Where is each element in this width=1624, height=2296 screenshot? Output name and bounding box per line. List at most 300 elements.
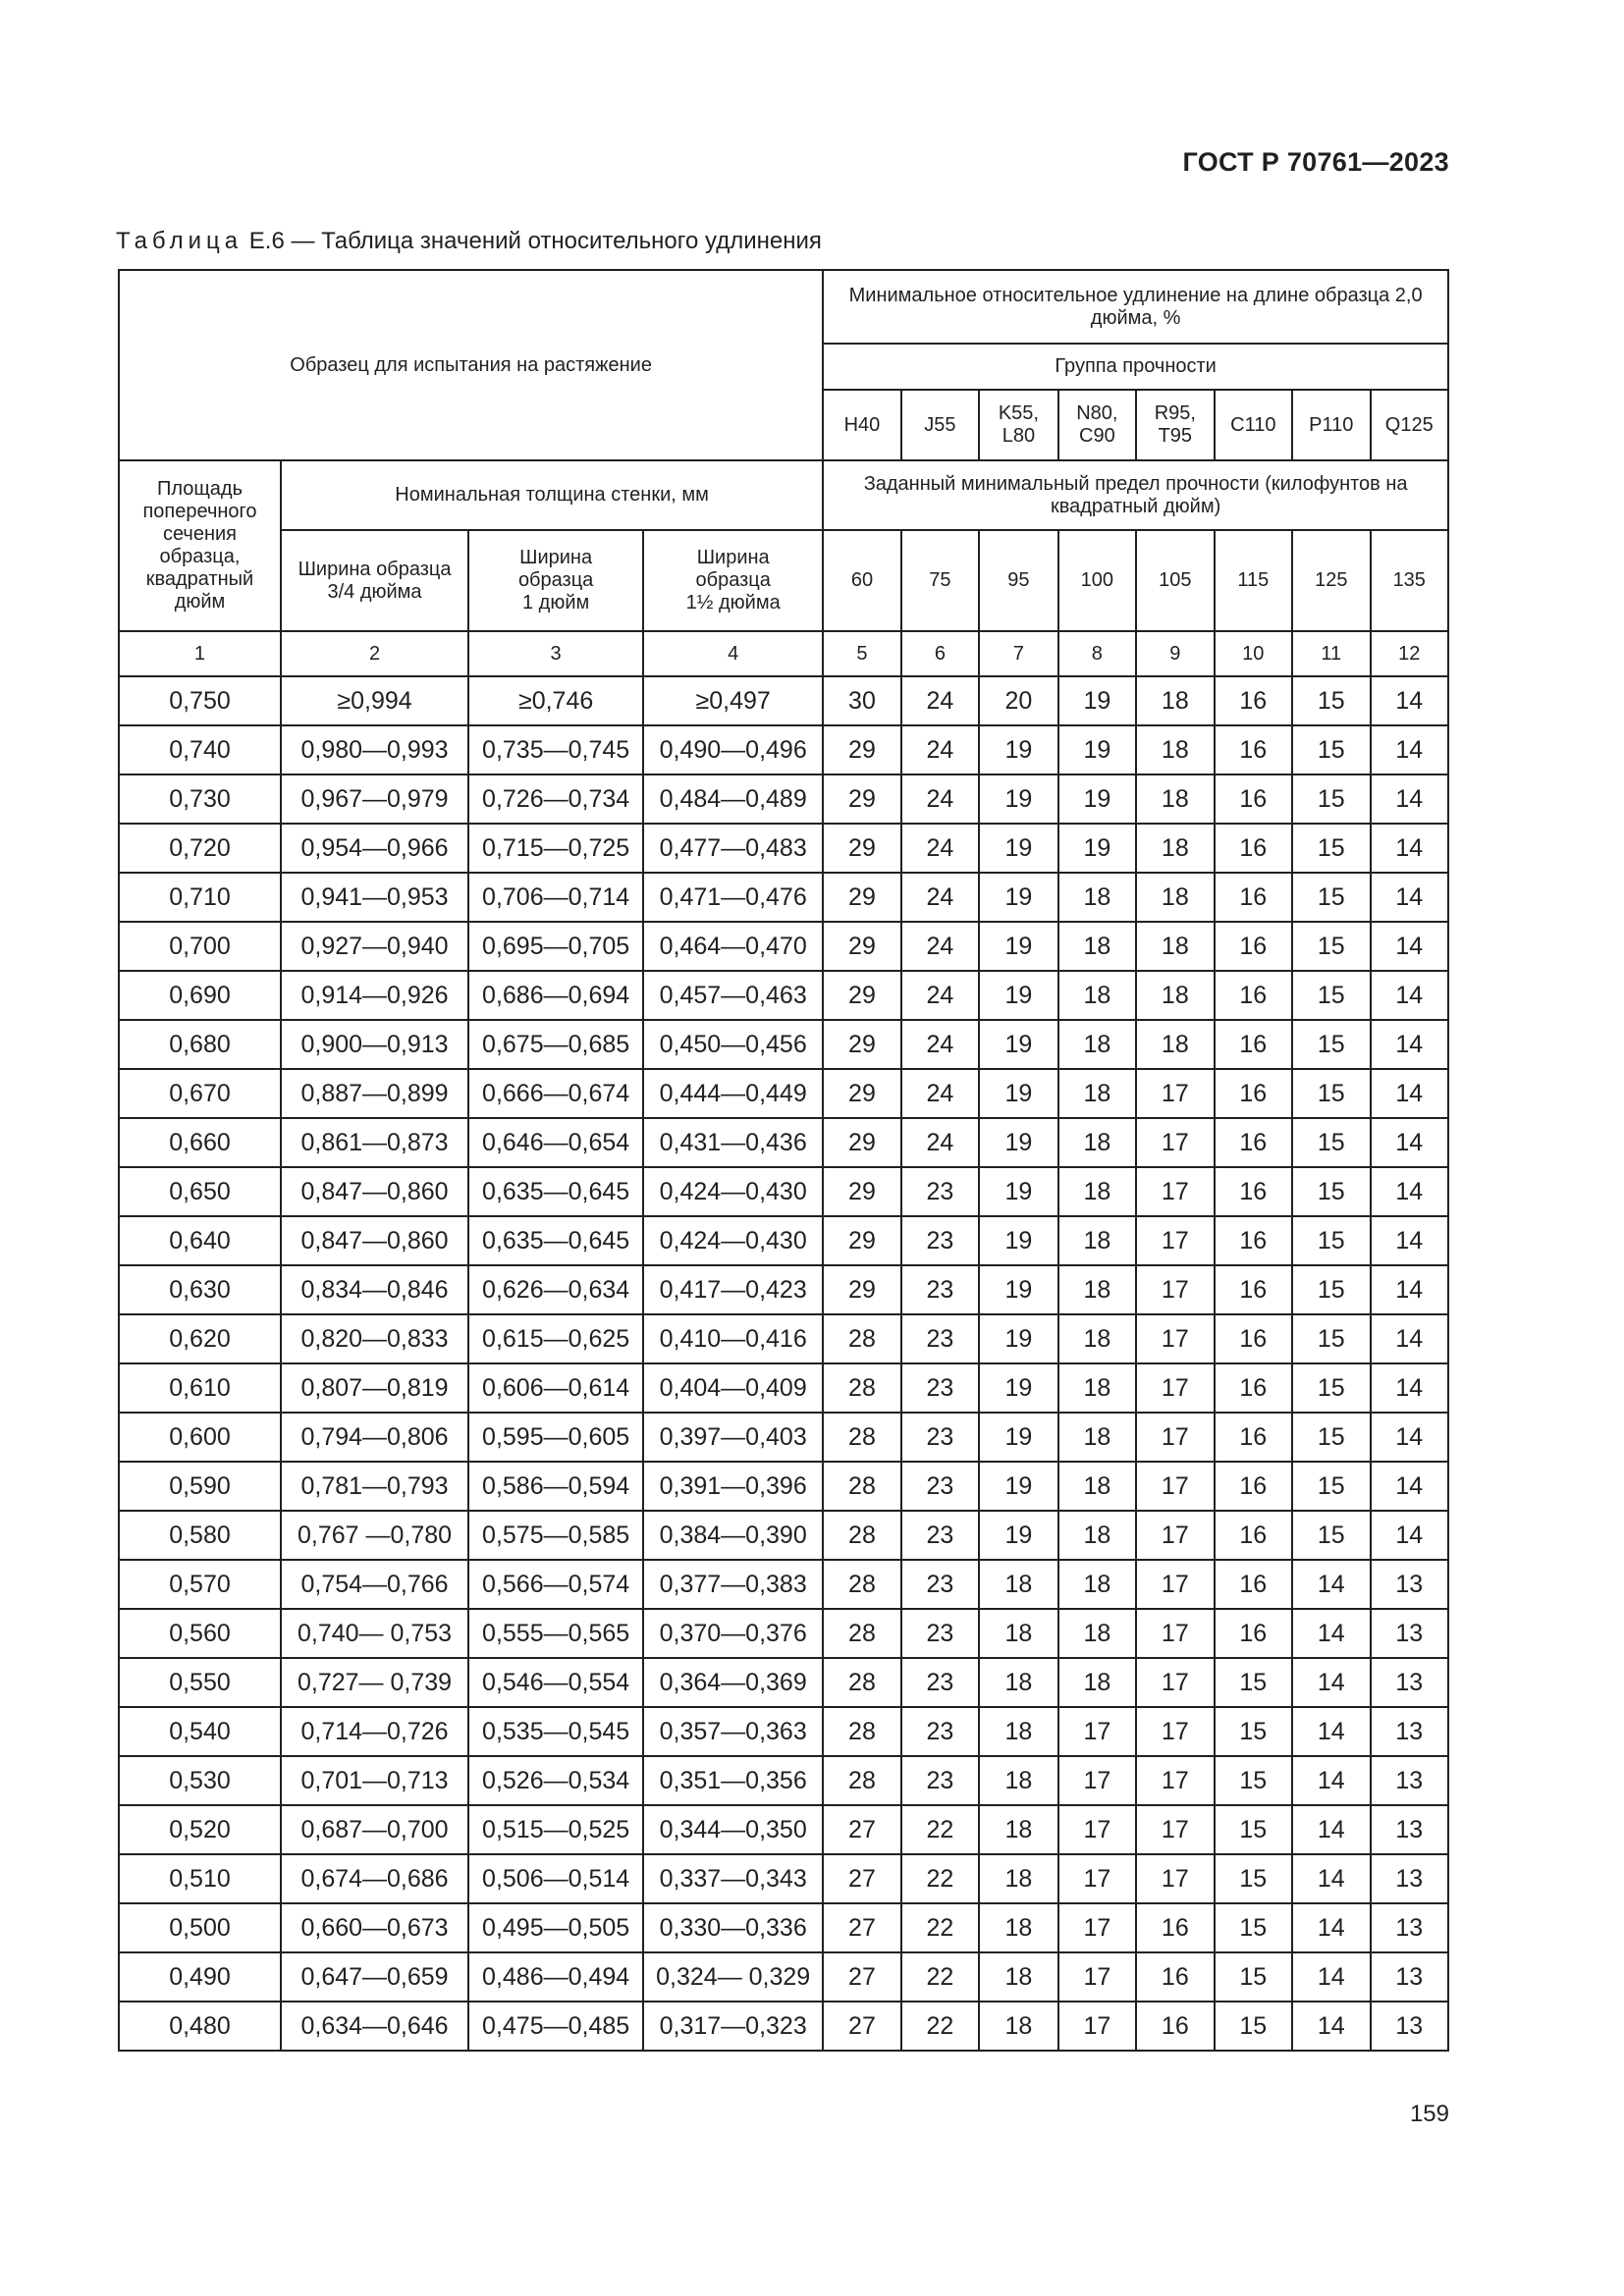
table-cell: 0,500 [119, 1903, 281, 1952]
table-cell: 0,506—0,514 [468, 1854, 643, 1903]
table-cell: 19 [979, 1216, 1057, 1265]
tensile-value: 100 [1058, 530, 1136, 631]
table-cell: 18 [1058, 1069, 1136, 1118]
table-cell: 30 [823, 676, 900, 725]
table-cell: 16 [1215, 1265, 1292, 1314]
table-cell: 24 [901, 725, 979, 774]
table-row [119, 1511, 1448, 1560]
table-cell: 24 [901, 676, 979, 725]
grade-header: Q125 [1371, 390, 1449, 460]
width-header: Ширина образца 3/4 дюйма [281, 530, 468, 631]
table-cell: 15 [1292, 1314, 1370, 1363]
tensile-value: 115 [1215, 530, 1292, 631]
table-row [119, 1167, 1448, 1216]
table-cell: 0,580 [119, 1511, 281, 1560]
table-cell: 16 [1215, 725, 1292, 774]
table-cell: 14 [1371, 971, 1449, 1020]
table-row [119, 971, 1448, 1020]
table-cell: 18 [1058, 1413, 1136, 1462]
table-cell: 24 [901, 774, 979, 824]
table-cell: 0,364—0,369 [643, 1658, 823, 1707]
table-cell: 18 [1136, 922, 1214, 971]
table-cell: 18 [979, 1609, 1057, 1658]
table-cell: 0,610 [119, 1363, 281, 1413]
width-header: Ширина образца 1 дюйм [468, 530, 643, 631]
table-cell: 19 [1058, 824, 1136, 873]
table-cell: 0,526—0,534 [468, 1756, 643, 1805]
table-row [119, 774, 1448, 824]
table-cell: 0,431—0,436 [643, 1118, 823, 1167]
table-cell: 0,687—0,700 [281, 1805, 468, 1854]
table-cell: 0,595—0,605 [468, 1413, 643, 1462]
table-cell: 17 [1136, 1707, 1214, 1756]
table-row [119, 824, 1448, 873]
table-cell: 15 [1292, 725, 1370, 774]
table-row [119, 1216, 1448, 1265]
table-cell: 18 [1058, 1314, 1136, 1363]
table-row [119, 725, 1448, 774]
table-cell: 14 [1371, 1462, 1449, 1511]
table-cell: 0,515—0,525 [468, 1805, 643, 1854]
table-cell: 16 [1136, 2002, 1214, 2051]
page-number: 159 [1409, 2101, 1449, 2127]
table-cell: 28 [823, 1756, 900, 1805]
table-cell: 15 [1215, 1658, 1292, 1707]
table-cell: 0,781—0,793 [281, 1462, 468, 1511]
grade-header: N80, C90 [1058, 390, 1136, 460]
table-cell: 23 [901, 1609, 979, 1658]
table-cell: ≥0,497 [643, 676, 823, 725]
table-cell: 14 [1371, 1216, 1449, 1265]
table-cell: 16 [1215, 1511, 1292, 1560]
table-cell: 17 [1136, 1462, 1214, 1511]
table-cell: 0,660—0,673 [281, 1903, 468, 1952]
table-cell: 18 [1058, 1167, 1136, 1216]
table-cell: 0,767 —0,780 [281, 1511, 468, 1560]
table-cell: 16 [1215, 774, 1292, 824]
table-cell: 15 [1215, 1903, 1292, 1952]
table-cell: 17 [1136, 1756, 1214, 1805]
table-cell: 14 [1292, 1756, 1370, 1805]
table-cell: 17 [1136, 1216, 1214, 1265]
table-cell: 14 [1371, 1511, 1449, 1560]
table-cell: 18 [1058, 1216, 1136, 1265]
table-cell: 0,391—0,396 [643, 1462, 823, 1511]
table-cell: 14 [1292, 1707, 1370, 1756]
table-cell: 0,600 [119, 1413, 281, 1462]
table-cell: 0,450—0,456 [643, 1020, 823, 1069]
table-cell: 14 [1292, 1609, 1370, 1658]
table-cell: 14 [1292, 1854, 1370, 1903]
column-number: 2 [281, 631, 468, 676]
table-cell: 18 [1058, 922, 1136, 971]
table-cell: 0,726—0,734 [468, 774, 643, 824]
table-cell: 16 [1215, 1020, 1292, 1069]
table-row [119, 1952, 1448, 2002]
table-cell: 0,706—0,714 [468, 873, 643, 922]
table-row [119, 1609, 1448, 1658]
table-cell: 18 [1058, 1265, 1136, 1314]
table-cell: 18 [979, 2002, 1057, 2051]
table-cell: 13 [1371, 1756, 1449, 1805]
table-cell: 0,715—0,725 [468, 824, 643, 873]
table-cell: 23 [901, 1314, 979, 1363]
table-cell: 28 [823, 1560, 900, 1609]
table-row [119, 1658, 1448, 1707]
table-cell: 0,486—0,494 [468, 1952, 643, 2002]
table-cell: 17 [1136, 1413, 1214, 1462]
table-cell: 0,424—0,430 [643, 1167, 823, 1216]
table-cell: 16 [1215, 1609, 1292, 1658]
table-cell: 17 [1136, 1069, 1214, 1118]
table-cell: 0,550 [119, 1658, 281, 1707]
table-cell: 0,471—0,476 [643, 873, 823, 922]
table-cell: 0,620 [119, 1314, 281, 1363]
table-cell: 15 [1292, 922, 1370, 971]
table-cell: 0,484—0,489 [643, 774, 823, 824]
table-cell: 18 [979, 1658, 1057, 1707]
column-number: 1 [119, 631, 281, 676]
table-cell: 0,710 [119, 873, 281, 922]
table-cell: 0,820—0,833 [281, 1314, 468, 1363]
table-cell: 17 [1058, 1952, 1136, 2002]
table-cell: 18 [979, 1560, 1057, 1609]
table-cell: 0,424—0,430 [643, 1216, 823, 1265]
table-cell: 15 [1215, 2002, 1292, 2051]
table-cell: 0,686—0,694 [468, 971, 643, 1020]
table-cell: 17 [1136, 1805, 1214, 1854]
table-cell: 19 [979, 824, 1057, 873]
table-cell: 29 [823, 774, 900, 824]
table-cell: 27 [823, 1903, 900, 1952]
table-cell: 0,344—0,350 [643, 1805, 823, 1854]
table-cell: 18 [1058, 873, 1136, 922]
table-cell: 0,330—0,336 [643, 1903, 823, 1952]
table-cell: 0,570 [119, 1560, 281, 1609]
table-cell: 16 [1215, 922, 1292, 971]
table-row [119, 1020, 1448, 1069]
table-cell: 0,464—0,470 [643, 922, 823, 971]
table-cell: 15 [1292, 1511, 1370, 1560]
tensile-value: 95 [979, 530, 1057, 631]
table-cell: 0,490—0,496 [643, 725, 823, 774]
table-cell: 0,647—0,659 [281, 1952, 468, 2002]
strength-group-header: Группа прочности [823, 344, 1448, 390]
table-cell: 13 [1371, 1609, 1449, 1658]
table-cell: 22 [901, 1854, 979, 1903]
table-cell: 18 [979, 1903, 1057, 1952]
table-cell: 0,861—0,873 [281, 1118, 468, 1167]
table-cell: 17 [1058, 1903, 1136, 1952]
table-cell: 17 [1136, 1609, 1214, 1658]
table-cell: 0,666—0,674 [468, 1069, 643, 1118]
column-number: 4 [643, 631, 823, 676]
table-cell: 17 [1058, 1854, 1136, 1903]
table-cell: 0,900—0,913 [281, 1020, 468, 1069]
table-cell: 24 [901, 1020, 979, 1069]
table-cell: 23 [901, 1658, 979, 1707]
table-cell: 0,540 [119, 1707, 281, 1756]
table-cell: 0,404—0,409 [643, 1363, 823, 1413]
table-cell: 0,740 [119, 725, 281, 774]
table-cell: 0,887—0,899 [281, 1069, 468, 1118]
table-cell: 16 [1215, 824, 1292, 873]
table-cell: 14 [1371, 824, 1449, 873]
table-cell: 0,546—0,554 [468, 1658, 643, 1707]
table-cell: 24 [901, 922, 979, 971]
table-cell: 18 [1136, 873, 1214, 922]
table-cell: 17 [1136, 1167, 1214, 1216]
table-cell: 15 [1292, 1167, 1370, 1216]
table-cell: 14 [1371, 1413, 1449, 1462]
table-cell: 0,730 [119, 774, 281, 824]
wall-thickness-header: Номинальная толщина стенки, мм [281, 460, 823, 530]
table-row [119, 1118, 1448, 1167]
table-cell: 0,317—0,323 [643, 2002, 823, 2051]
table-cell: 23 [901, 1511, 979, 1560]
elongation-table [118, 269, 1449, 2052]
table-cell: 0,457—0,463 [643, 971, 823, 1020]
table-cell: 0,357—0,363 [643, 1707, 823, 1756]
document-code: ГОСТ Р 70761—2023 [1182, 147, 1449, 177]
table-cell: 24 [901, 1069, 979, 1118]
table-cell: 0,615—0,625 [468, 1314, 643, 1363]
table-row [119, 1805, 1448, 1854]
table-cell: 0,530 [119, 1756, 281, 1805]
table-cell: 14 [1371, 676, 1449, 725]
table-cell: 24 [901, 873, 979, 922]
table-cell: 0,740— 0,753 [281, 1609, 468, 1658]
table-cell: 16 [1215, 1069, 1292, 1118]
grade-header: C110 [1215, 390, 1292, 460]
table-row [119, 1462, 1448, 1511]
table-cell: 19 [979, 1363, 1057, 1413]
table-cell: 15 [1292, 1413, 1370, 1462]
table-cell: 18 [1058, 1363, 1136, 1413]
table-row [119, 676, 1448, 725]
table-cell: 0,377—0,383 [643, 1560, 823, 1609]
table-cell: 19 [979, 1413, 1057, 1462]
table-cell: 15 [1292, 1118, 1370, 1167]
table-cell: 0,735—0,745 [468, 725, 643, 774]
table-cell: 19 [979, 774, 1057, 824]
table-row [119, 922, 1448, 971]
table-cell: 0,714—0,726 [281, 1707, 468, 1756]
table-cell: 14 [1371, 1118, 1449, 1167]
table-cell: 0,680 [119, 1020, 281, 1069]
table-cell: 0,635—0,645 [468, 1167, 643, 1216]
table-cell: 17 [1058, 1707, 1136, 1756]
table-cell: 14 [1292, 1805, 1370, 1854]
table-cell: 18 [1136, 1020, 1214, 1069]
table-cell: 17 [1136, 1560, 1214, 1609]
table-cell: 22 [901, 1952, 979, 2002]
table-cell: 22 [901, 2002, 979, 2051]
column-number: 8 [1058, 631, 1136, 676]
table-cell: 16 [1215, 1413, 1292, 1462]
table-cell: 18 [1058, 1658, 1136, 1707]
table-cell: 15 [1292, 1265, 1370, 1314]
table-cell: 13 [1371, 2002, 1449, 2051]
table-cell: 18 [979, 1952, 1057, 2002]
table-cell: 0,324— 0,329 [643, 1952, 823, 2002]
table-cell: ≥0,746 [468, 676, 643, 725]
table-cell: 14 [1371, 1069, 1449, 1118]
grade-header: H40 [823, 390, 900, 460]
table-cell: 15 [1292, 873, 1370, 922]
table-cell: 18 [1136, 725, 1214, 774]
table-cell: 0,847—0,860 [281, 1167, 468, 1216]
table-cell: 23 [901, 1167, 979, 1216]
table-cell: 18 [1058, 1020, 1136, 1069]
table-cell: 19 [979, 1167, 1057, 1216]
table-cell: ≥0,994 [281, 676, 468, 725]
table-cell: 0,700 [119, 922, 281, 971]
table-cell: 0,490 [119, 1952, 281, 2002]
table-cell: 0,675—0,685 [468, 1020, 643, 1069]
table-cell: 0,980—0,993 [281, 725, 468, 774]
table-cell: 23 [901, 1363, 979, 1413]
table-cell: 0,660 [119, 1118, 281, 1167]
table-cell: 0,477—0,483 [643, 824, 823, 873]
table-row [119, 1707, 1448, 1756]
table-cell: 0,720 [119, 824, 281, 873]
table-cell: 0,397—0,403 [643, 1413, 823, 1462]
table-cell: 29 [823, 824, 900, 873]
table-cell: 16 [1215, 1118, 1292, 1167]
table-cell: 29 [823, 725, 900, 774]
table-row [119, 1756, 1448, 1805]
table-cell: 0,695—0,705 [468, 922, 643, 971]
column-number: 10 [1215, 631, 1292, 676]
table-cell: 0,520 [119, 1805, 281, 1854]
table-cell: 18 [979, 1707, 1057, 1756]
width-header: Ширина образца 1½ дюйма [643, 530, 823, 631]
table-cell: 15 [1292, 676, 1370, 725]
table-cell: 0,670 [119, 1069, 281, 1118]
table-cell: 14 [1371, 774, 1449, 824]
table-cell: 28 [823, 1363, 900, 1413]
table-cell: 0,606—0,614 [468, 1363, 643, 1413]
table-cell: 0,754—0,766 [281, 1560, 468, 1609]
table-cell: 19 [979, 1314, 1057, 1363]
table-cell: 0,586—0,594 [468, 1462, 643, 1511]
table-cell: 14 [1371, 1314, 1449, 1363]
table-cell: 28 [823, 1314, 900, 1363]
table-cell: 15 [1292, 1462, 1370, 1511]
table-cell: 0,701—0,713 [281, 1756, 468, 1805]
elongation-header: Минимальное относительное удлинение на длине образца 2,0 дюйма, % [823, 270, 1448, 344]
table-cell: 17 [1136, 1314, 1214, 1363]
table-cell: 0,351—0,356 [643, 1756, 823, 1805]
table-row [119, 1363, 1448, 1413]
table-cell: 16 [1215, 676, 1292, 725]
table-cell: 18 [979, 1756, 1057, 1805]
table-cell: 22 [901, 1805, 979, 1854]
tensile-value: 75 [901, 530, 979, 631]
table-cell: 28 [823, 1462, 900, 1511]
table-cell: 18 [1058, 971, 1136, 1020]
table-cell: 19 [979, 1462, 1057, 1511]
table-cell: 17 [1058, 1805, 1136, 1854]
table-cell: 23 [901, 1462, 979, 1511]
table-cell: 13 [1371, 1658, 1449, 1707]
table-cell: 19 [979, 873, 1057, 922]
grade-header: J55 [901, 390, 979, 460]
table-cell: 29 [823, 873, 900, 922]
table-cell: 19 [979, 922, 1057, 971]
table-row [119, 1265, 1448, 1314]
table-cell: 0,495—0,505 [468, 1903, 643, 1952]
tensile-strength-header: Заданный минимальный предел прочности (килофунтов на квадратный дюйм) [823, 460, 1448, 530]
table-cell: 15 [1292, 774, 1370, 824]
table-cell: 13 [1371, 1805, 1449, 1854]
table-cell: 15 [1292, 1020, 1370, 1069]
table-cell: 28 [823, 1658, 900, 1707]
table-caption-label: Таблица [116, 228, 244, 254]
table-cell: 15 [1292, 1216, 1370, 1265]
table-cell: 0,834—0,846 [281, 1265, 468, 1314]
table-cell: 19 [1058, 676, 1136, 725]
table-cell: 14 [1371, 725, 1449, 774]
table-cell: 0,727— 0,739 [281, 1658, 468, 1707]
table-cell: 27 [823, 1952, 900, 2002]
table-cell: 17 [1058, 1756, 1136, 1805]
table-cell: 16 [1215, 1560, 1292, 1609]
table-cell: 14 [1371, 1020, 1449, 1069]
table-cell: 16 [1215, 1216, 1292, 1265]
table-row [119, 2002, 1448, 2051]
table-cell: 0,941—0,953 [281, 873, 468, 922]
table-cell: 23 [901, 1560, 979, 1609]
table-cell: 15 [1215, 1952, 1292, 2002]
table-cell: 18 [1136, 971, 1214, 1020]
table-cell: 14 [1371, 1167, 1449, 1216]
table-cell: 15 [1292, 971, 1370, 1020]
table-cell: 17 [1136, 1265, 1214, 1314]
tensile-value: 135 [1371, 530, 1449, 631]
table-cell: 0,384—0,390 [643, 1511, 823, 1560]
table-cell: 19 [979, 725, 1057, 774]
table-cell: 16 [1215, 1314, 1292, 1363]
table-row [119, 873, 1448, 922]
grade-header: P110 [1292, 390, 1370, 460]
table-cell: 14 [1292, 1560, 1370, 1609]
table-cell: 29 [823, 1118, 900, 1167]
table-cell: 18 [1058, 1118, 1136, 1167]
column-number: 7 [979, 631, 1057, 676]
table-cell: 23 [901, 1756, 979, 1805]
table-cell: 16 [1136, 1903, 1214, 1952]
table-cell: 29 [823, 1020, 900, 1069]
table-cell: 19 [1058, 725, 1136, 774]
table-cell: 16 [1215, 1167, 1292, 1216]
table-cell: 0,640 [119, 1216, 281, 1265]
table-cell: 24 [901, 824, 979, 873]
table-cell: 0,475—0,485 [468, 2002, 643, 2051]
table-row [119, 1854, 1448, 1903]
table-cell: 0,410—0,416 [643, 1314, 823, 1363]
table-cell: 0,480 [119, 2002, 281, 2051]
table-cell: 0,674—0,686 [281, 1854, 468, 1903]
table-cell: 0,794—0,806 [281, 1413, 468, 1462]
table-cell: 19 [979, 971, 1057, 1020]
table-cell: 15 [1215, 1756, 1292, 1805]
table-row [119, 1560, 1448, 1609]
tensile-value: 60 [823, 530, 900, 631]
column-number-row [119, 631, 1448, 676]
table-cell: 29 [823, 1069, 900, 1118]
